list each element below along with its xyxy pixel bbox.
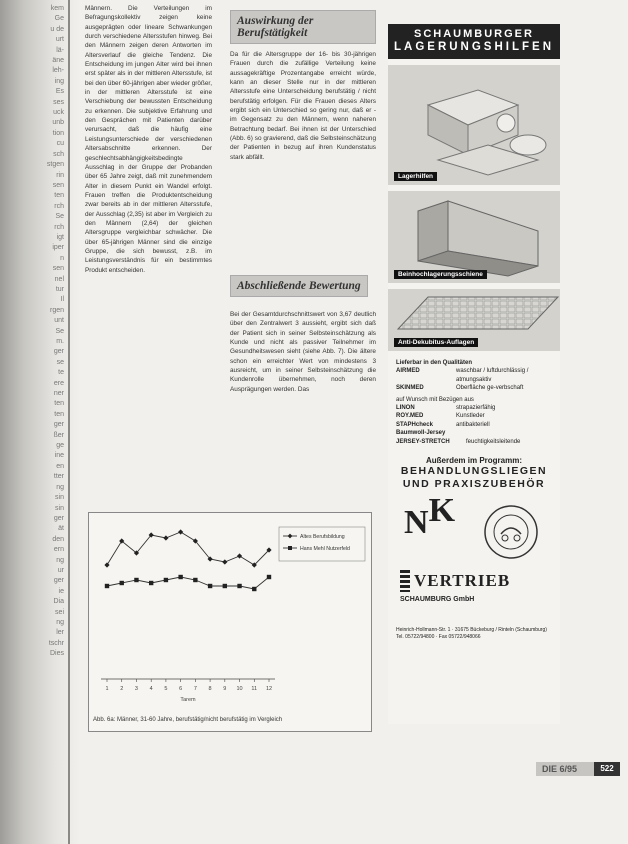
fragment-line: uck bbox=[53, 109, 64, 117]
fragment-line: Dia bbox=[53, 598, 64, 606]
caption-anti-dekubitus: Anti-Dekubitus-Auflagen bbox=[394, 338, 478, 347]
x-tick-label: 10 bbox=[236, 686, 243, 692]
fragment-line: ger bbox=[53, 514, 64, 522]
fragment-line: rgen bbox=[49, 306, 64, 314]
section-body-berufstaetigkeit: Da für die Altersgruppe der 16- bis 30-jährigen Frauen durch die zufällige Verteilung keine aussagekräftige Prozentangabe erreicht würde, kann an dieser Stelle nur in der mittleren Altersstufe eine Unterscheidung berufstätig / nicht berufstätig erfolgen. Für die Frauen dieses Alters ergibt sich ein Unterschied so gering nur, daß er - im Gegensatz zu den Männern, wenn naheren Betrachtung bedarf. Bei ihnen ist der Unterschied (Abb. 6) so gravierend, daß die Selbsteinschätzung der Patienten in bezug auf ihren Kundenstatus stark abfällt. bbox=[230, 51, 376, 161]
qualitaet-seal bbox=[483, 504, 539, 565]
ad-logo-area bbox=[388, 492, 560, 623]
fragment-line: n bbox=[60, 254, 64, 262]
fragment-line: m. bbox=[56, 338, 64, 345]
data-point bbox=[237, 553, 242, 558]
chart-svg bbox=[89, 513, 371, 713]
fragment-line: ten bbox=[54, 410, 64, 418]
ad-image-lagerhilfen bbox=[388, 65, 560, 185]
fragment-line: sen bbox=[52, 181, 64, 189]
x-axis-label: Tarem bbox=[180, 697, 196, 703]
data-point bbox=[164, 578, 168, 582]
fragment-line: sei bbox=[55, 608, 64, 616]
fragment-line: iper bbox=[52, 244, 64, 252]
data-point bbox=[193, 578, 197, 582]
fragment-line: äne bbox=[52, 57, 64, 65]
fragment-line: den bbox=[52, 535, 64, 543]
data-point bbox=[104, 562, 109, 567]
ad-programm-heading: Außerdem im Programm: bbox=[425, 456, 523, 466]
fragment-line: ur bbox=[57, 566, 64, 574]
fragment-line: kem bbox=[50, 5, 64, 12]
ad-image-beinhochlagerung bbox=[388, 191, 560, 283]
data-point bbox=[208, 584, 212, 588]
fragment-line: urt bbox=[55, 36, 64, 44]
fragment-line: se bbox=[56, 358, 64, 366]
fragment-line: Es bbox=[55, 88, 64, 96]
data-point bbox=[120, 581, 124, 585]
fragment-line: u de bbox=[50, 25, 64, 33]
data-point bbox=[223, 584, 227, 588]
data-point bbox=[178, 575, 182, 579]
data-point bbox=[134, 578, 138, 582]
x-tick-label: 2 bbox=[120, 686, 124, 692]
article-column-2 bbox=[230, 4, 376, 162]
x-tick-label: 3 bbox=[134, 686, 138, 692]
section-heading-berufstaetigkeit: Auswirkung der Berufstätigkeit bbox=[230, 10, 376, 44]
data-point bbox=[149, 581, 153, 585]
legend-box bbox=[279, 527, 365, 561]
fragment-line: Se bbox=[55, 327, 64, 335]
x-tick-label: 7 bbox=[193, 686, 197, 692]
fragment-line: ten bbox=[54, 192, 64, 200]
fragment-line: ing bbox=[54, 77, 64, 85]
series-line-2 bbox=[107, 577, 269, 589]
innovation-technik-logo: NK bbox=[404, 492, 456, 542]
schaumburg-advertisement bbox=[388, 24, 560, 724]
x-tick-label: 11 bbox=[251, 686, 258, 692]
fragment-line: ger bbox=[53, 348, 64, 356]
fragment-line: ere bbox=[53, 379, 64, 387]
fragment-line: ner bbox=[53, 390, 64, 398]
fragment-line: ler bbox=[56, 629, 64, 637]
x-tick-label: 1 bbox=[105, 686, 109, 692]
page-number: 522 bbox=[594, 762, 620, 776]
fragment-line: ßer bbox=[53, 431, 64, 439]
fragment-line: tion bbox=[52, 129, 64, 137]
ad-image-anti-dekubitus bbox=[388, 289, 560, 351]
fragment-line: ten bbox=[54, 400, 64, 408]
series-line-1 bbox=[107, 532, 269, 565]
vertrieb-logo: VERTRIEB bbox=[400, 570, 510, 592]
fragment-line: ern bbox=[53, 546, 64, 554]
fragment-line: en bbox=[56, 462, 64, 470]
fragment-line: te bbox=[58, 369, 64, 377]
fragment-line: ng bbox=[56, 556, 64, 564]
section-body-bewertung: Bei der Gesamtdurchschnittswert von 3,67 deutlich über den Zentralwert 3 aussieht, ergibt sich daß der Patient sich in seiner Selbsteinschätzung als Kunde und nicht als passiver Teilnehmer im Gesundheitswesen sieht (siehe Abb. 7). Die ältere schon ein erreichter Wert von mindestens 3 ausreicht, um in seiner Selbsteinschätzung die Kundenrolle übernehmen, noch deren Ausprägungen werden. Das bbox=[230, 311, 376, 393]
x-tick-label: 12 bbox=[265, 686, 273, 692]
issue-label: DIE 6/95 bbox=[542, 764, 578, 774]
fragment-line: tur bbox=[55, 285, 64, 293]
legend-label: Altes Berufsbildung bbox=[300, 534, 345, 540]
ad-company-name: SCHAUMBURG GmbH bbox=[400, 596, 475, 604]
data-point bbox=[105, 584, 109, 588]
fragment-line: rin bbox=[56, 171, 64, 179]
x-tick-label: 8 bbox=[208, 686, 212, 692]
previous-page-fragments bbox=[0, 4, 68, 744]
x-tick-label: 5 bbox=[164, 686, 168, 692]
fragment-line: ger bbox=[53, 577, 64, 585]
data-point bbox=[178, 529, 183, 534]
fragment-line: sen bbox=[52, 265, 64, 273]
fragment-line: rch bbox=[54, 223, 64, 231]
fragment-line: rch bbox=[54, 202, 64, 210]
fragment-line: Il bbox=[60, 296, 64, 304]
fragment-line: ng bbox=[56, 483, 64, 491]
ad-praxiszubehoer: UND PRAXISZUBEHÖR bbox=[402, 477, 546, 490]
chart-caption: Abb. 6a: Männer, 31-60 Jahre, berufstätig/nicht berufstätig im Vergleich bbox=[93, 717, 283, 723]
ad-behandlungsliegen: BEHANDLUNGSLIEGEN bbox=[400, 465, 548, 478]
fragment-line: ät bbox=[58, 525, 64, 533]
fragment-line: sin bbox=[55, 504, 64, 512]
legend-marker bbox=[288, 546, 292, 550]
fragment-line: Dies bbox=[49, 650, 64, 658]
fragment-line: Ge bbox=[54, 15, 64, 23]
line-chart bbox=[88, 512, 372, 732]
caption-lagerhilfen: Lagerhilfen bbox=[394, 172, 437, 181]
fragment-line: ses bbox=[53, 98, 64, 106]
fragment-line: ge bbox=[56, 442, 64, 450]
legend-label: Hans Mehl Nutzerfeld bbox=[300, 546, 350, 552]
caption-beinhochlagerung: Beinhochlagerungsschiene bbox=[394, 270, 487, 279]
gutter-line bbox=[68, 0, 70, 844]
article-column-1: Männern. Die Verteilungen im Befragungskollektiv zeigen keine ausgeprägten oder lineare Schwankungen durch verschiedene Altersstufen hinweg. Bei den Männern zeigen deren Antworten im Altersverlauf die gleiche Tendenz. Die Entscheidung im jungen Alter wird bei ihnen erst später als in der mittleren Altersstufe, ist bei den über 60-jährigen aber wieder größer, in der mittleren Altersstufe ist eine Verschiebung der bewussten Entscheidung zu erkennen. Die subjektive Erfahrung und den Gesprächen mit Patienten darüber verursacht, daß die häufig eine Leistungsunterschiede der verschiedenen Altersabschnitte erkennen. Der geschlechtsabhängigkeitsbedingte Ausschlag in der Gruppe der Probanden über 65 Jahre zeigt, daß mit zunehmendem Alter in diesem Punkt ein Wandel erfolgt. Frauen treffen die Produktentscheidung zwar bereits ab in der mittleren Altersstufe, der Ausschlag (2,35) ist aber im Vergleich zu den Männern (2,64) der gleichen Altersgruppe vergleichbar schwächer. Die über 65-jährigen Männer sind die einzige Gruppe, die sich bewusst, z.B. im Leistungsverständnis für ein bestimmtes Produkt entscheiden. bbox=[85, 5, 212, 274]
fragment-line: tter bbox=[53, 473, 64, 481]
ad-address: Heinrich-Hollmann-Str. 1 · 31675 Bückeburg / Rinteln (Schaumburg) Tel. 05722/94800 · Fax 05722/948066 bbox=[396, 627, 547, 641]
fragment-line: ine bbox=[54, 452, 64, 460]
page-footer bbox=[536, 762, 614, 776]
x-tick-label: 4 bbox=[149, 686, 153, 692]
fragment-line: sch bbox=[53, 150, 64, 158]
ad-title: SCHAUMBURGER LAGERUNGSHILFEN bbox=[388, 24, 560, 59]
fragment-line: nel bbox=[54, 275, 64, 283]
x-tick-label: 9 bbox=[223, 686, 227, 692]
fragment-line: ng bbox=[56, 618, 64, 626]
data-point bbox=[237, 584, 241, 588]
fragment-line: ie bbox=[58, 587, 64, 595]
ad-qualities-list: Lieferbar in den Qualitäten AIRMED waschbar / luftdurchlässig / atmungsaktiv SKINMED Oberfläche ge-verbschaft auf Wunsch mit Bezügen aus LINON strapazierfähig ROY.MED Kunstleder STAPHcheck antibakteriell Baumwoll-Jersey JERSEY-STRETCH feuchtigkeitsleitende bbox=[396, 360, 529, 445]
fragment-line: stgen bbox=[46, 161, 64, 169]
x-tick-label: 6 bbox=[179, 686, 183, 692]
data-point bbox=[267, 575, 271, 579]
fragment-line: unt bbox=[54, 317, 64, 325]
fragment-line: ger bbox=[53, 421, 64, 429]
fragment-line: lä- bbox=[56, 46, 64, 54]
cushions-illustration bbox=[388, 65, 560, 185]
fragment-line: tschr bbox=[48, 639, 64, 647]
fragment-line: Se bbox=[55, 213, 64, 221]
fragment-line: igt bbox=[56, 233, 64, 241]
fragment-line: leh- bbox=[52, 67, 64, 75]
fragment-line: sin bbox=[55, 494, 64, 502]
data-point bbox=[222, 559, 227, 564]
fragment-line: cu bbox=[56, 140, 64, 148]
fragment-line: unb bbox=[52, 119, 64, 127]
section-heading-bewertung: Abschließende Bewertung bbox=[230, 275, 368, 297]
data-point bbox=[252, 587, 256, 591]
data-point bbox=[163, 535, 168, 540]
